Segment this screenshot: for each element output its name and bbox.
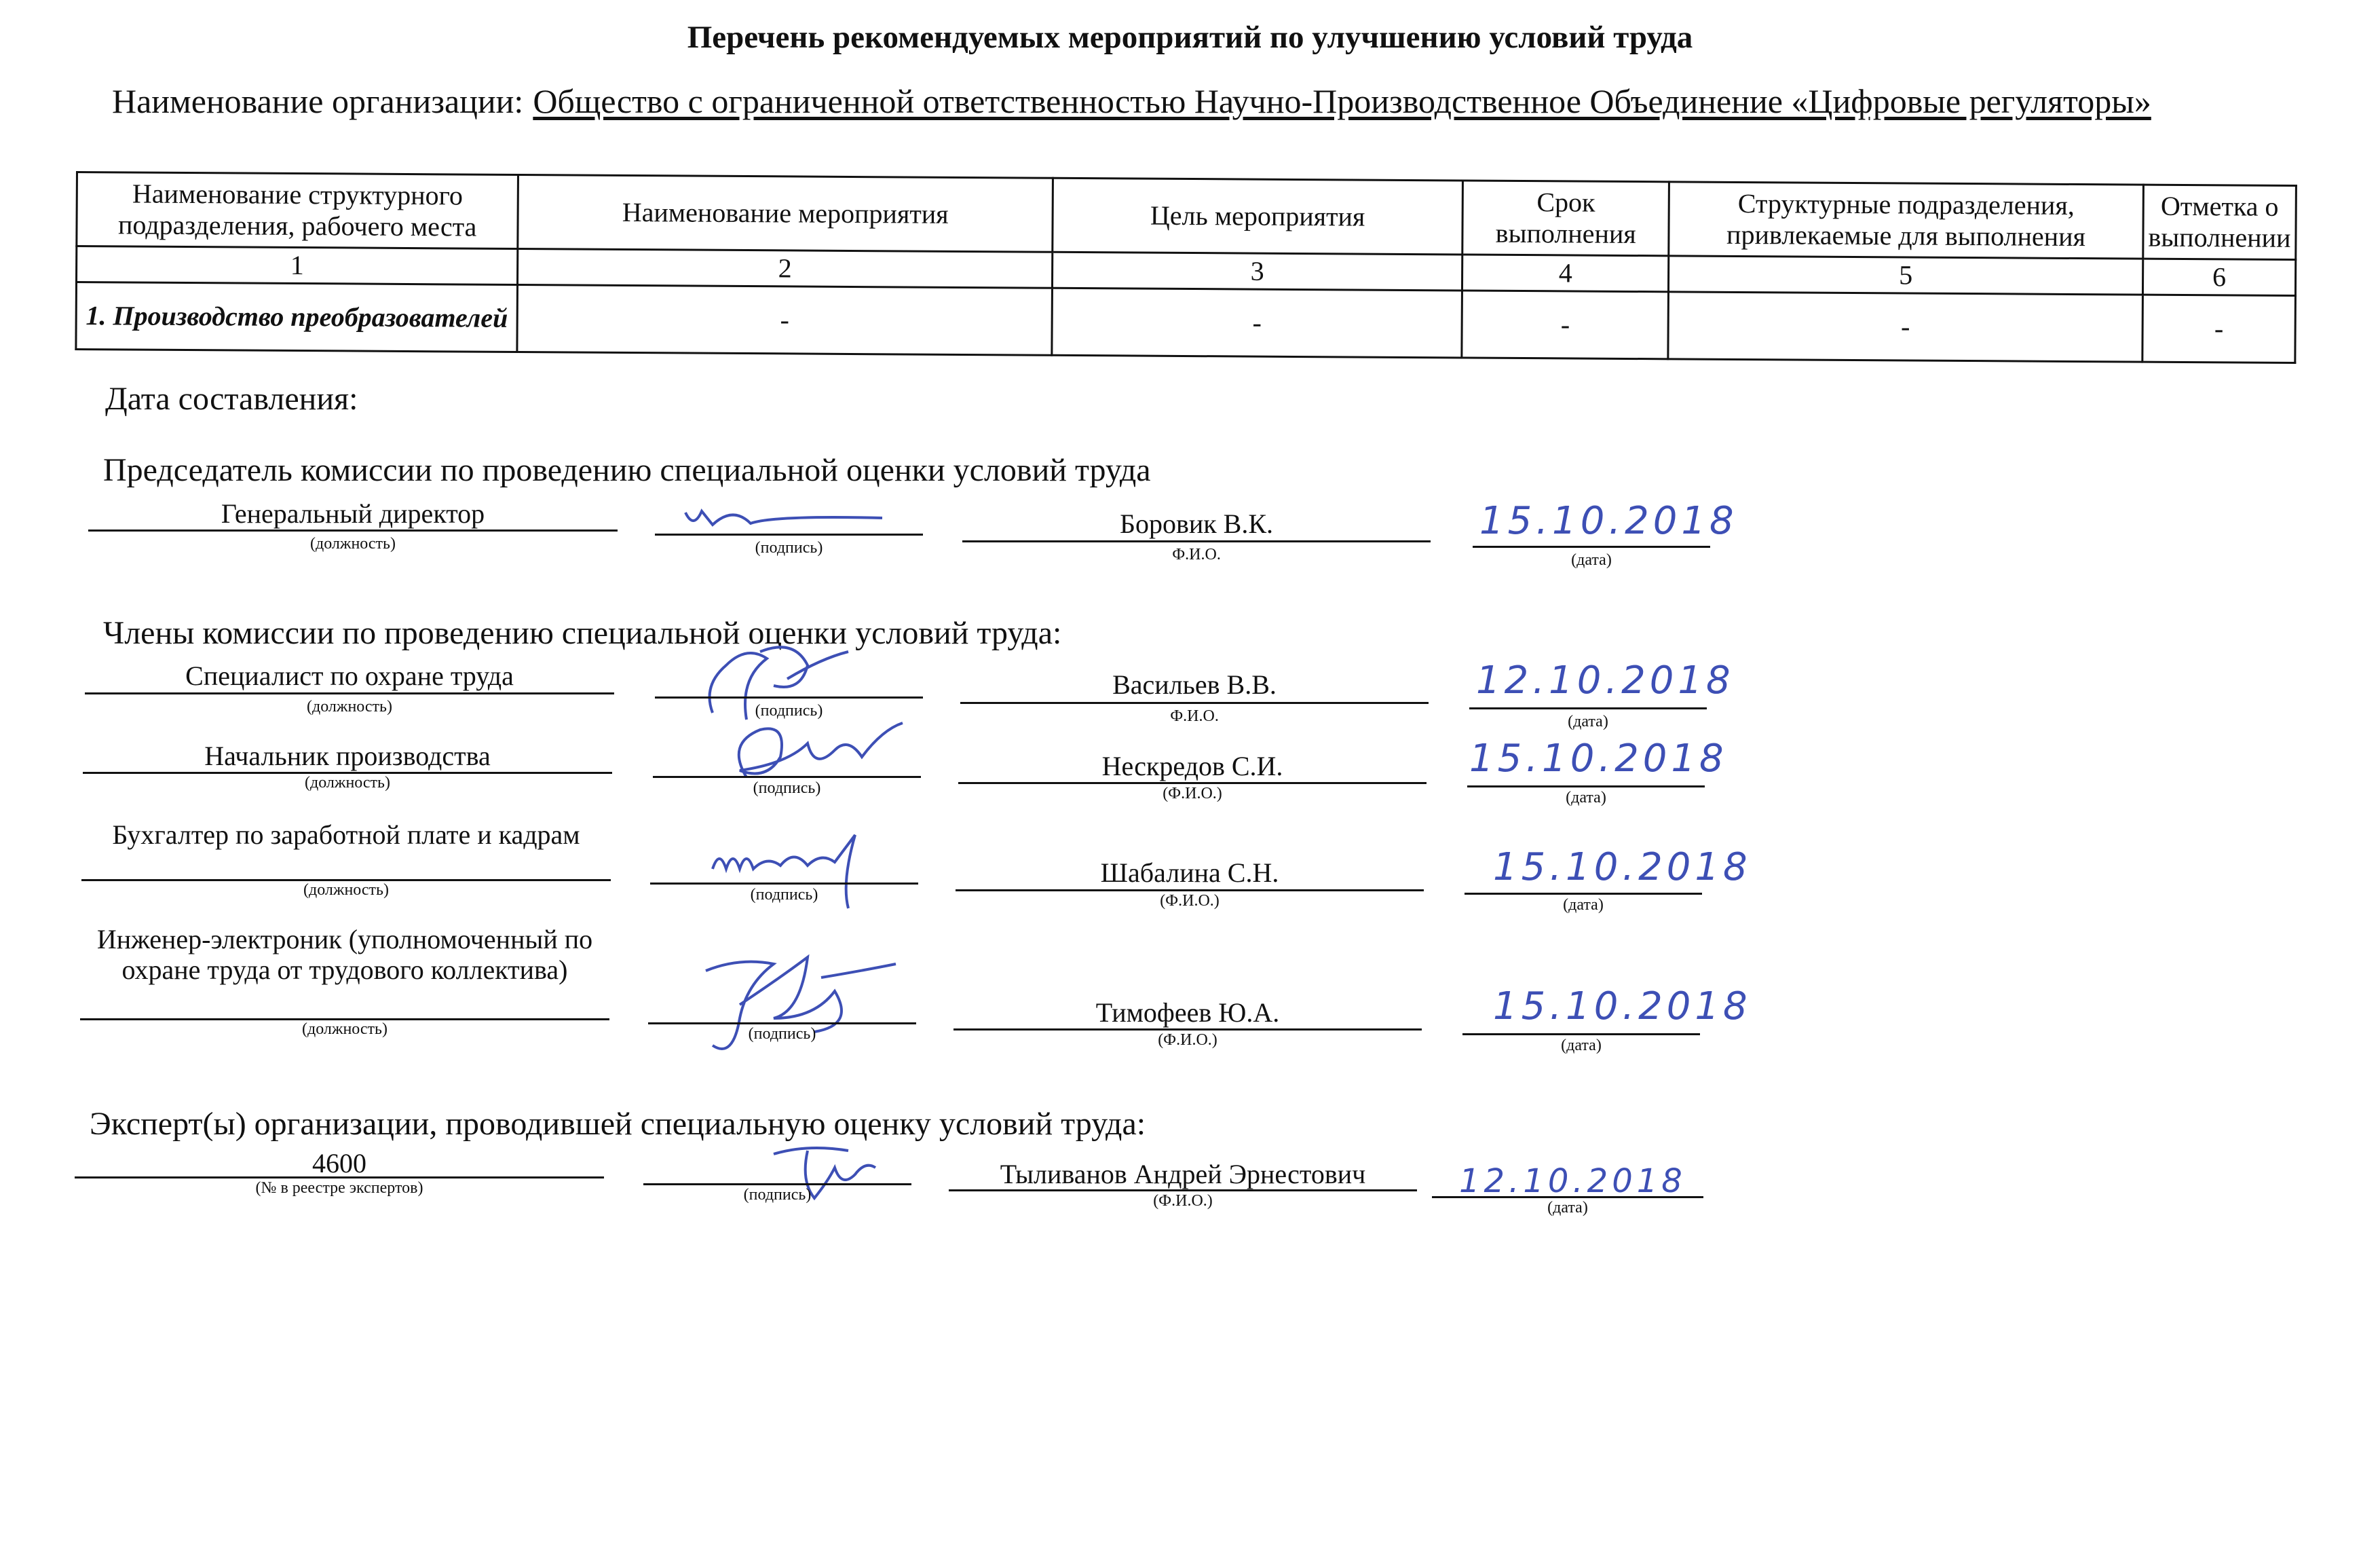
header-mark: Отметка о выполнении	[2143, 185, 2297, 259]
date-line	[1473, 546, 1710, 548]
measures-table	[75, 171, 2297, 364]
member-date: 15.10.2018	[1493, 845, 1752, 889]
registry-line	[75, 1176, 604, 1178]
document-title: Перечень рекомендуемых мероприятий по улучшению условий труда	[687, 20, 1693, 55]
signature-line	[650, 883, 918, 885]
date-line	[1432, 1196, 1703, 1198]
expert-registry-number: 4600	[312, 1148, 366, 1178]
signature-line	[648, 1022, 916, 1024]
position-line	[88, 530, 618, 532]
chairman-position: Генеральный директор	[221, 498, 485, 529]
fio-caption: (Ф.И.О.)	[1153, 1192, 1213, 1210]
fio-line	[949, 1189, 1417, 1191]
position-caption: (должность)	[310, 535, 396, 553]
signature-caption: (подпись)	[748, 1025, 816, 1043]
chairman-heading: Председатель комиссии по проведению специальной оценки условий труда	[103, 452, 1151, 488]
table-cell: -	[1462, 291, 1668, 359]
column-number: 3	[1052, 252, 1462, 291]
column-number: 2	[518, 248, 1053, 288]
date-caption: (дата)	[1566, 789, 1606, 806]
position-line	[85, 692, 614, 694]
position-caption: (должность)	[305, 774, 390, 792]
fio-line	[962, 540, 1431, 542]
fio-caption: Ф.И.О.	[1170, 707, 1219, 725]
date-line	[1462, 1033, 1700, 1035]
date-caption: (дата)	[1561, 1037, 1602, 1054]
date-line	[1467, 785, 1705, 787]
table-cell: -	[517, 284, 1052, 355]
member-name: Тимофеев Ю.А.	[1095, 997, 1280, 1028]
table-cell: -	[1052, 288, 1462, 358]
table-row	[76, 282, 2296, 363]
organization-line	[112, 81, 2151, 121]
fio-caption: (Ф.И.О.)	[1158, 1031, 1217, 1049]
member-position: Бухгалтер по заработной плате и кадрам	[112, 819, 580, 850]
member-position: Начальник производства	[204, 741, 491, 771]
header-deadline: Срок выполнения	[1462, 181, 1669, 256]
expert-date: 12.10.2018	[1459, 1162, 1686, 1200]
signature-caption: (подпись)	[755, 702, 823, 720]
chairman-date: 15.10.2018	[1479, 499, 1738, 543]
member-date: 12.10.2018	[1476, 658, 1735, 703]
column-number: 4	[1462, 255, 1669, 292]
table-cell: -	[2142, 295, 2296, 363]
signature-caption: (подпись)	[750, 886, 818, 904]
signature-caption: (подпись)	[743, 1186, 812, 1204]
date-line	[1469, 707, 1707, 709]
members-heading: Члены комиссии по проведению специальной оценки условий труда:	[103, 615, 1062, 651]
fio-line	[960, 702, 1429, 704]
header-goal: Цель мероприятия	[1053, 178, 1463, 255]
organization-name: Общество с ограниченной ответственностью Научно-Производственное Объединение «Цифровые регуляторы»	[533, 82, 2151, 120]
signature-line	[655, 534, 923, 536]
member-position: Инженер-электроник (уполномоченный по охране труда от трудового коллектива)	[96, 924, 593, 985]
position-caption: (должность)	[303, 881, 389, 899]
member-name: Шабалина С.Н.	[1100, 857, 1279, 888]
member-name: Васильев В.В.	[1112, 669, 1277, 700]
fio-line	[956, 889, 1424, 891]
fio-caption: Ф.И.О.	[1172, 546, 1221, 563]
member-signature	[699, 944, 903, 1062]
header-measure: Наименование мероприятия	[518, 174, 1053, 252]
member-date: 15.10.2018	[1469, 737, 1728, 781]
signature-line	[653, 776, 921, 778]
column-number: 6	[2142, 259, 2295, 295]
position-caption: (должность)	[302, 1020, 388, 1038]
table-header-row	[77, 172, 2297, 260]
signature-caption: (подпись)	[755, 539, 823, 557]
fio-line	[958, 782, 1427, 784]
date-caption: (дата)	[1571, 551, 1612, 569]
expert-heading: Эксперт(ы) организации, проводившей специальную оценку условий труда:	[90, 1106, 1146, 1142]
date-caption: (дата)	[1563, 896, 1604, 914]
column-number: 5	[1669, 256, 2143, 295]
fio-line	[953, 1028, 1422, 1030]
table-cell: -	[1668, 292, 2142, 362]
date-label: Дата составления:	[105, 381, 358, 417]
member-position: Специалист по охране труда	[185, 661, 514, 691]
column-number: 1	[77, 246, 518, 285]
table-cell-unit: 1. Производство преобразователей	[76, 282, 518, 352]
signature-line	[655, 697, 923, 699]
signature-line	[643, 1183, 911, 1185]
position-caption: (должность)	[307, 698, 392, 716]
date-caption: (дата)	[1547, 1199, 1588, 1217]
organization-label: Наименование организации:	[112, 82, 524, 120]
member-date: 15.10.2018	[1493, 984, 1752, 1028]
date-line	[1465, 893, 1702, 895]
date-caption: (дата)	[1568, 713, 1608, 730]
header-unit: Наименование структурного подразделения, рабочего места	[77, 172, 518, 249]
expert-name: Тыливанов Андрей Эрнестович	[1000, 1159, 1366, 1189]
header-departments: Структурные подразделения, привлекаемые для выполнения	[1669, 182, 2143, 259]
registry-caption: (№ в реестре экспертов)	[255, 1179, 423, 1197]
fio-caption: (Ф.И.О.)	[1163, 785, 1222, 802]
fio-caption: (Ф.И.О.)	[1160, 892, 1220, 910]
signature-caption: (подпись)	[753, 779, 821, 797]
chairman-name: Боровик В.К.	[1119, 508, 1274, 539]
member-name: Нескредов С.И.	[1101, 751, 1283, 781]
